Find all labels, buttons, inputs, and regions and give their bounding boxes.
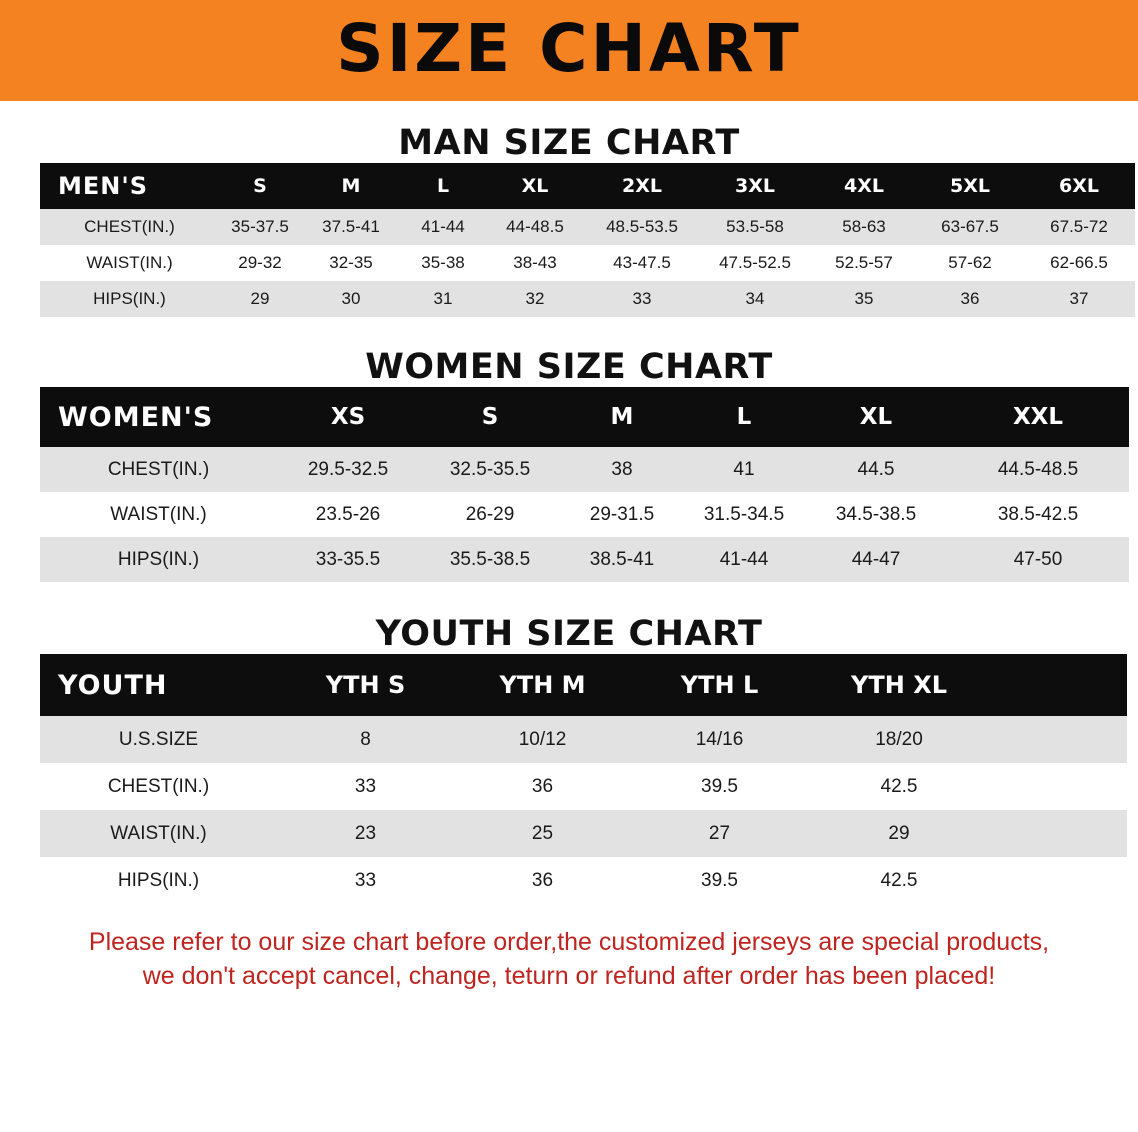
table-cell: 37.5-41 [301,209,401,245]
column-header: XS [277,387,419,447]
table-cell: 35 [811,281,917,317]
column-header: 5XL [917,163,1023,209]
table-row [40,492,1129,537]
table-cell: 37 [1023,281,1135,317]
table-row [40,209,1135,245]
table-header-row [40,163,1135,209]
row-label: WAIST(IN.) [40,810,277,857]
column-header: XL [805,387,947,447]
column-header: YOUTH [40,654,277,716]
table-cell: 44.5 [805,447,947,492]
table-cell: 43-47.5 [585,245,699,281]
table-cell: 32-35 [301,245,401,281]
column-header: YTH XL [808,654,990,716]
table-cell: 42.5 [808,763,990,810]
table-cell: 48.5-53.5 [585,209,699,245]
row-label: CHEST(IN.) [40,447,277,492]
table-cell: 38 [561,447,683,492]
women-table-wrap [40,387,1098,582]
column-header: WOMEN'S [40,387,277,447]
table-cell: 33 [277,857,454,904]
table-cell: 10/12 [454,716,631,763]
table-cell: 67.5-72 [1023,209,1135,245]
table-cell: 39.5 [631,763,808,810]
table-cell: 44-47 [805,537,947,582]
table-cell: 62-66.5 [1023,245,1135,281]
disclaimer-note [36,926,1102,994]
table-cell: 53.5-58 [699,209,811,245]
man-size-table [40,163,1135,317]
row-label: WAIST(IN.) [40,492,277,537]
table-cell: 23 [277,810,454,857]
table-cell: 33 [585,281,699,317]
row-label: WAIST(IN.) [40,245,219,281]
disclaimer-line-2: we don't accept cancel, change, teturn or refund after order has been placed! [142,961,996,990]
table-cell: 44-48.5 [485,209,585,245]
table-cell: 29.5-32.5 [277,447,419,492]
women-section-title: WOMEN SIZE CHART [365,347,773,387]
table-cell: 33 [277,763,454,810]
table-cell: 18/20 [808,716,990,763]
table-cell: 39.5 [631,857,808,904]
table-cell: 29 [808,810,990,857]
column-header: S [219,163,301,209]
table-cell: 44.5-48.5 [947,447,1129,492]
column-header: 6XL [1023,163,1135,209]
table-cell: 29 [219,281,301,317]
table-cell: 25 [454,810,631,857]
row-label: HIPS(IN.) [40,537,277,582]
column-header: S [419,387,561,447]
table-cell: 33-35.5 [277,537,419,582]
column-header: MEN'S [40,163,219,209]
row-label: CHEST(IN.) [40,209,219,245]
row-label: U.S.SIZE [40,716,277,763]
column-header: 3XL [699,163,811,209]
table-cell: 36 [917,281,1023,317]
table-header-row [40,654,1127,716]
page-title: SIZE CHART [336,9,802,87]
table-cell-empty [990,810,1127,857]
table-header-row [40,387,1129,447]
column-header: YTH S [277,654,454,716]
table-cell: 30 [301,281,401,317]
table-cell: 38.5-42.5 [947,492,1129,537]
column-header: XXL [947,387,1129,447]
youth-table-wrap [40,654,1098,904]
row-label: HIPS(IN.) [40,857,277,904]
youth-size-table [40,654,1127,904]
table-cell: 34.5-38.5 [805,492,947,537]
table-cell: 38-43 [485,245,585,281]
table-cell: 31 [401,281,485,317]
table-cell: 57-62 [917,245,1023,281]
column-header: YTH L [631,654,808,716]
table-cell: 26-29 [419,492,561,537]
table-row [40,763,1127,810]
table-cell: 14/16 [631,716,808,763]
table-cell: 41-44 [401,209,485,245]
table-cell: 35-38 [401,245,485,281]
table-row [40,857,1127,904]
table-cell-empty [990,763,1127,810]
table-row [40,810,1127,857]
table-cell: 32.5-35.5 [419,447,561,492]
table-cell: 47-50 [947,537,1129,582]
women-size-table [40,387,1129,582]
table-cell: 36 [454,763,631,810]
man-section-title: MAN SIZE CHART [398,123,740,163]
table-cell: 63-67.5 [917,209,1023,245]
table-cell: 35-37.5 [219,209,301,245]
table-cell: 31.5-34.5 [683,492,805,537]
column-header: 4XL [811,163,917,209]
table-cell: 8 [277,716,454,763]
youth-section-title: YOUTH SIZE CHART [375,614,763,654]
row-label: HIPS(IN.) [40,281,219,317]
table-cell: 42.5 [808,857,990,904]
table-cell: 58-63 [811,209,917,245]
column-header: M [301,163,401,209]
table-cell: 38.5-41 [561,537,683,582]
table-cell: 29-32 [219,245,301,281]
table-cell: 35.5-38.5 [419,537,561,582]
banner [0,0,1138,101]
table-row [40,245,1135,281]
table-cell: 36 [454,857,631,904]
table-cell: 52.5-57 [811,245,917,281]
column-header: YTH M [454,654,631,716]
column-header-empty [990,654,1127,716]
table-cell: 32 [485,281,585,317]
column-header: M [561,387,683,447]
table-row [40,537,1129,582]
table-cell: 41 [683,447,805,492]
table-cell: 27 [631,810,808,857]
table-cell-empty [990,857,1127,904]
table-cell: 29-31.5 [561,492,683,537]
table-cell-empty [990,716,1127,763]
man-table-wrap [40,163,1108,317]
row-label: CHEST(IN.) [40,763,277,810]
column-header: L [683,387,805,447]
column-header: 2XL [585,163,699,209]
table-row [40,281,1135,317]
table-cell: 47.5-52.5 [699,245,811,281]
column-header: XL [485,163,585,209]
table-row [40,716,1127,763]
table-row [40,447,1129,492]
disclaimer-line-1: Please refer to our size chart before order,the customized jerseys are special products, [88,928,1050,956]
table-cell: 41-44 [683,537,805,582]
table-cell: 23.5-26 [277,492,419,537]
column-header: L [401,163,485,209]
table-cell: 34 [699,281,811,317]
